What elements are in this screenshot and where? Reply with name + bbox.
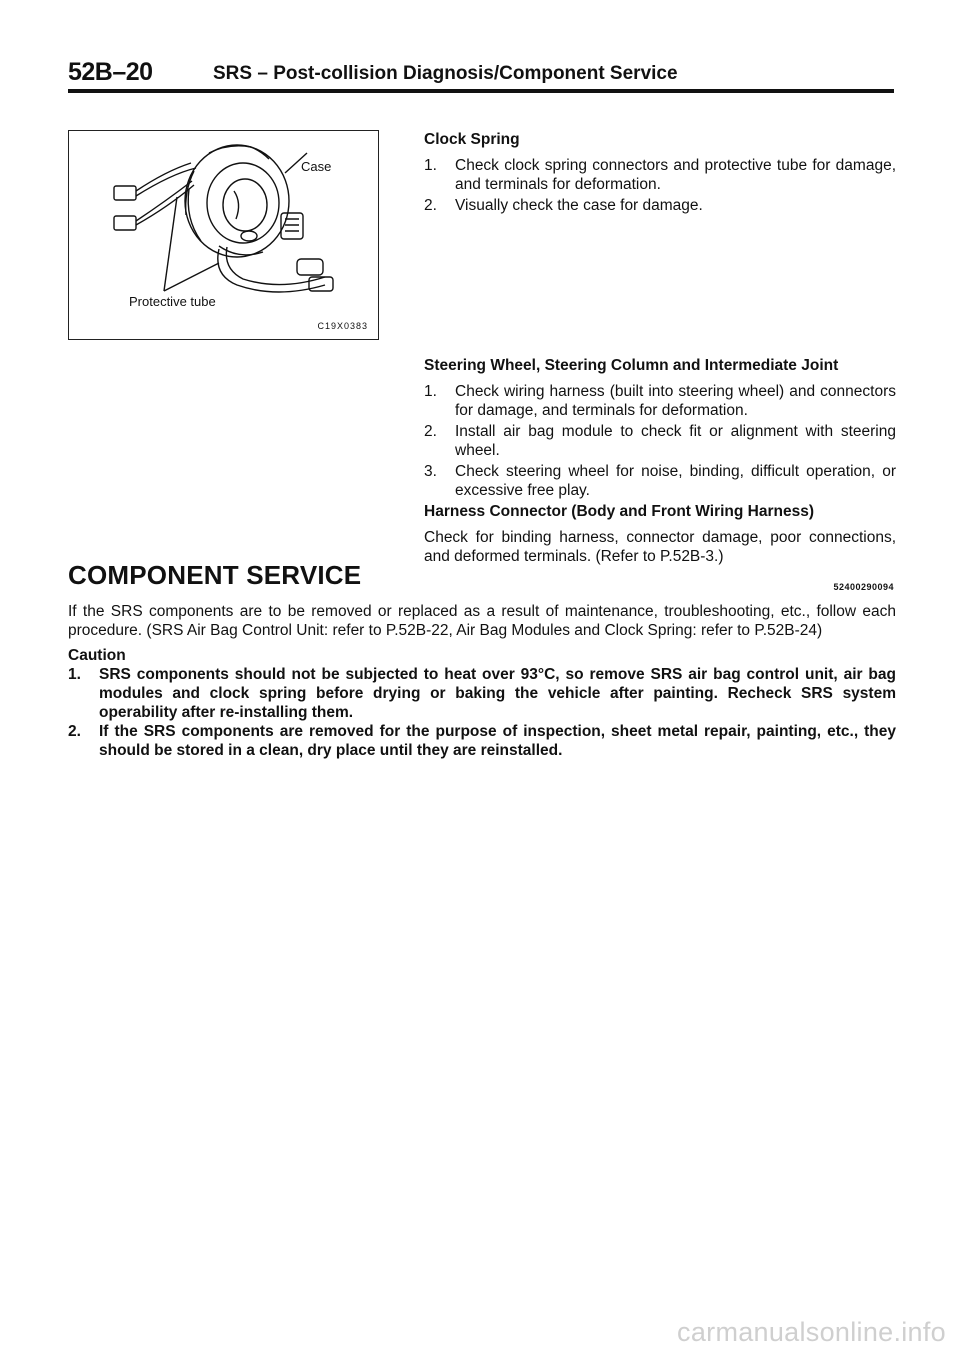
harness-section	[424, 502, 896, 566]
caution-title: Caution	[68, 647, 126, 664]
list-item: 2. Install air bag module to check fit or alignment with steering wheel.	[424, 423, 896, 459]
header-rule	[68, 89, 894, 93]
component-service-heading: COMPONENT SERVICE	[68, 560, 362, 590]
watermark: carmanualsonline.info	[677, 1317, 946, 1347]
list-item: 1. Check clock spring connectors and protective tube for damage, and terminals for deformation.	[424, 157, 896, 193]
harness-title: Harness Connector (Body and Front Wiring Harness)	[424, 503, 814, 520]
list-item: 1. SRS components should not be subjected to heat over 93°C, so remove SRS air bag control unit, air bag modules and clock spring before drying or baking the vehicle after painting. Recheck SRS system operability after re-installing them.	[68, 666, 896, 721]
clock-spring-section	[424, 130, 896, 217]
component-service-code: 52400290094	[833, 582, 894, 592]
list-item: 2. If the SRS components are removed for the purpose of inspection, sheet metal repair, painting, etc., they should be stored in a clean, dry place until they are reinstalled.	[68, 723, 896, 759]
caution-list	[68, 665, 896, 760]
clock-spring-figure	[68, 130, 379, 340]
case-label: Case	[301, 159, 332, 174]
clock-spring-list	[424, 156, 896, 215]
list-item: 2. Visually check the case for damage.	[424, 197, 703, 214]
page-header	[68, 58, 894, 92]
steering-section	[424, 356, 896, 502]
steering-title: Steering Wheel, Steering Column and Intermediate Joint	[424, 357, 839, 374]
component-service-intro: If the SRS components are to be removed or replaced as a result of maintenance, troubleshooting, etc., follow each procedure. (SRS Air Bag Control Unit: refer to P.52B-22, Air Bag Modules and Clock Spring: refer to P.52B-24)	[68, 603, 896, 639]
figure-code: C19X0383	[317, 321, 368, 331]
page-title: SRS – Post-collision Diagnosis/Component Service	[213, 63, 678, 84]
list-item: 3. Check steering wheel for noise, binding, difficult operation, or excessive free play.	[424, 463, 896, 499]
protective-tube-label: Protective tube	[129, 294, 216, 309]
clock-spring-title: Clock Spring	[424, 131, 520, 148]
harness-text: Check for binding harness, connector damage, poor connections, and deformed terminals. (Refer to P.52B-3.)	[424, 529, 896, 565]
list-item: 1. Check wiring harness (built into steering wheel) and connectors for damage, and terminals for deformation.	[424, 383, 896, 419]
page-number: 52B–20	[68, 58, 153, 86]
steering-list	[424, 382, 896, 500]
component-service-body	[68, 602, 896, 760]
